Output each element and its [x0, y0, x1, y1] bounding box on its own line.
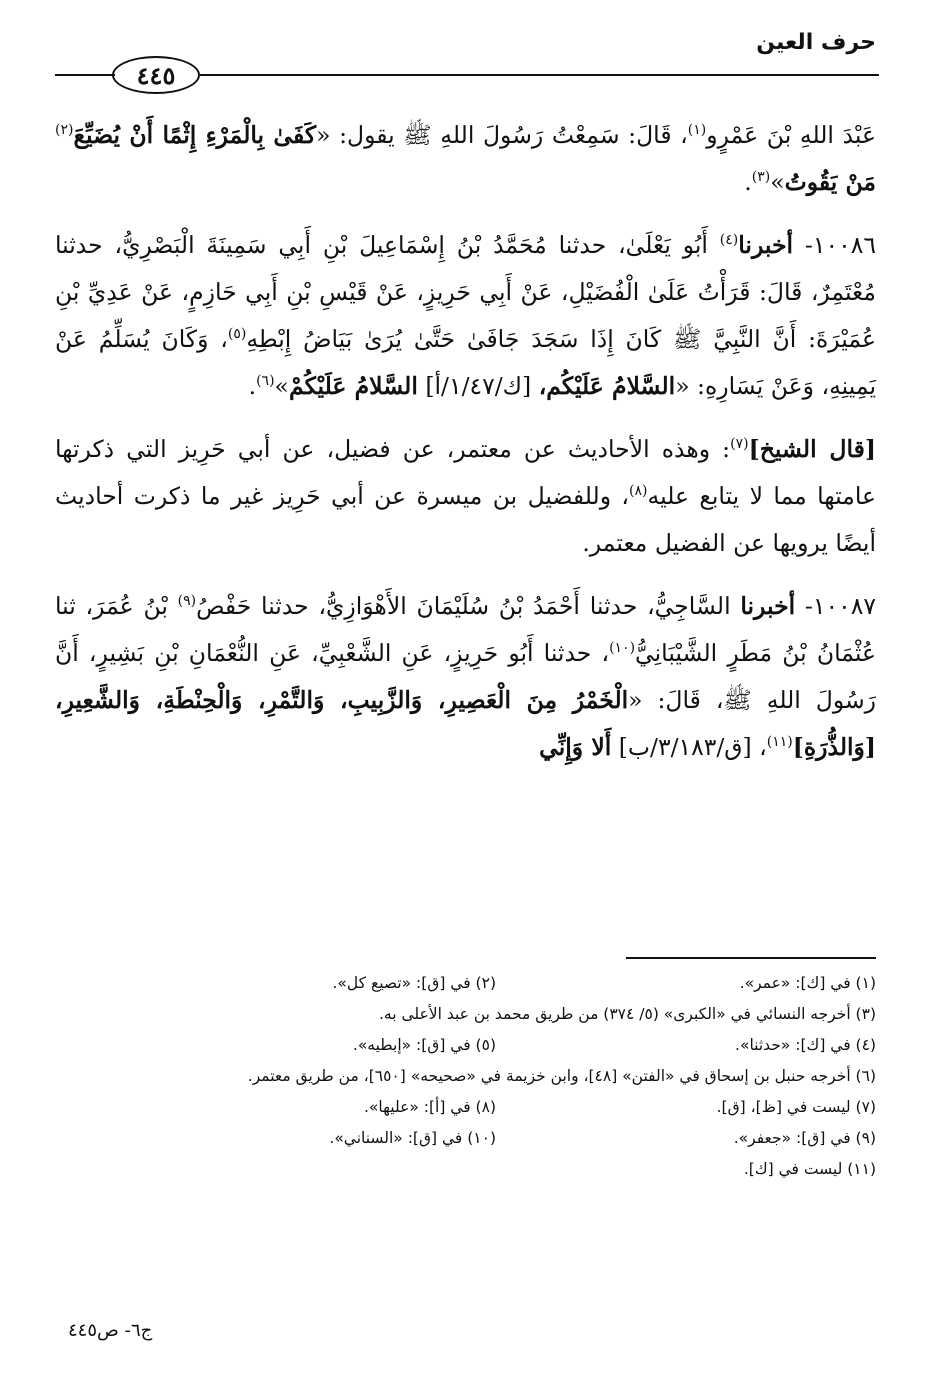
- footnote-6: (٦) أخرجه حنبل بن إسحاق في «الفتن» [٤٨]، وابن خزيمة في «صحيحه» [٦٥٠]، من طريق معتمر.: [247, 1067, 876, 1085]
- footnote-ref[interactable]: (١): [687, 122, 707, 139]
- text-run: السَّاجِيُّ، حدثنا أَحْمَدُ بْنُ سُلَيْمَانَ الأَهْوَازِيُّ، حدثنا حَفْصُ: [196, 592, 741, 620]
- text-run: أَبُو يَعْلَىٰ، حدثنا مُحَمَّدُ بْنُ إِسْمَاعِيلَ بْنِ أَبِي سَمِينَةَ الْبَصْرِيُّ، حدثنا مُعْتَمِرٌ، قَالَ: قَرَأْتُ عَلَىٰ الْفُضَيْلِ، عَنْ أَبِي حَرِيزٍ، عَنْ قَيْسِ بْنِ أَبِي حَازِمٍ، عَنْ عَدِيِّ بْنِ عُمَيْرَةَ: أَنَّ النَّبِيَّ ﷺ كَانَ إِذَا سَجَدَ جَافَىٰ حَتَّىٰ يُرَىٰ بَيَاضُ إِبْطِهِ: [55, 231, 876, 353]
- footnote-11: (١١) ليست في [ك].: [743, 1160, 876, 1178]
- hadith-text: أَلا وَإِنِّي: [539, 733, 612, 761]
- hadith-text: مَنْ يَقُوتُ: [784, 168, 876, 196]
- footnote-ref[interactable]: (٨): [629, 483, 648, 500]
- keyword-akhbarana: أخبرنا: [738, 231, 794, 259]
- manuscript-ref: [ك/١/٤٧/أ]: [417, 372, 539, 400]
- footnote-ref[interactable]: (٤): [719, 232, 739, 249]
- footnote-ref[interactable]: (٧): [730, 436, 749, 453]
- paragraph-3: [55, 426, 876, 567]
- text-run: »: [770, 168, 785, 196]
- footnotes: [55, 968, 876, 1185]
- footnote-ref[interactable]: (٩): [177, 593, 197, 610]
- text-run: »: [274, 372, 289, 400]
- footnote-ref[interactable]: (٣): [751, 169, 771, 186]
- footnote-ref[interactable]: (٥): [227, 326, 247, 343]
- text-run: : وهذه الأحاديث عن معتمر، عن فضيل، عن أبي حَرِيز التي ذكرتها عامتها مما لا يتابع عليه: [55, 435, 876, 510]
- hadith-number: ١٠٠٨٦-: [793, 231, 876, 259]
- header-rule-right: [200, 74, 879, 76]
- text-run: .: [248, 372, 257, 400]
- footnote-4: (٤) في [ك]: «حدثنا».: [735, 1036, 876, 1054]
- keyword-akhbarana: أخبرنا: [740, 592, 796, 620]
- footnote-8: (٨) في [أ]: «عليها».: [364, 1098, 496, 1116]
- footnote-ref[interactable]: (٦): [256, 373, 275, 390]
- running-head-title: حرف العين: [756, 30, 876, 55]
- footnote-separator: [626, 957, 876, 959]
- page-number: ٤٤٥: [112, 56, 200, 94]
- text-run: ، وللفضيل بن ميسرة عن أبي حَرِيز غير ما ذكرت أحاديث أيضًا يرويها عن الفضيل معتمر.: [55, 482, 876, 557]
- paragraph-4: [55, 583, 876, 771]
- speaker-label: [قال الشيخ]: [748, 435, 876, 463]
- footnote-3: (٣) أخرجه النسائي في «الكبرى» (٥/ ٣٧٤) من طريق محمد بن عبد الأعلى به.: [379, 1005, 876, 1023]
- footnote-row: [55, 1123, 876, 1154]
- hadith-number: ١٠٠٨٧-: [795, 592, 876, 620]
- volume-page-reference: ج٦- ص٤٤٥: [68, 1320, 153, 1341]
- footnote-9: (٩) في [ق]: «جعفر».: [733, 1129, 876, 1147]
- header-rule-left: [55, 74, 115, 76]
- footnote-7: (٧) ليست في [ظ]، [ق].: [716, 1098, 876, 1116]
- manuscript-ref: ، [ق/٣/١٨٣/ب]: [611, 733, 767, 761]
- hadith-text: الْخَمْرُ مِنَ الْعَصِيرِ، وَالزَّبِيبِ، وَالتَّمْرِ، وَالْحِنْطَةِ، وَالشَّعِيرِ، [وَالذُّرَةِ]: [55, 686, 876, 761]
- footnote-ref[interactable]: (١١): [766, 734, 793, 751]
- text-run: عَبْدَ اللهِ بْنَ عَمْرٍو: [706, 121, 876, 149]
- text-run: ، حدثنا أَبُو حَرِيزٍ، عَنِ الشَّعْبِيِّ، عَنِ النُّعْمَانِ بْنِ بَشِيرٍ، أَنَّ رَسُولَ اللهِ ﷺ، قَالَ: «: [55, 639, 877, 714]
- footnote-1: (١) في [ك]: «عمر».: [739, 974, 876, 992]
- main-text: [55, 112, 876, 787]
- text-run: ، قَالَ: سَمِعْتُ رَسُولَ اللهِ ﷺ يقول: «: [316, 121, 688, 149]
- footnote-10: (١٠) في [ق]: «السناني».: [329, 1129, 496, 1147]
- footnote-ref[interactable]: (١٠): [609, 640, 636, 657]
- footnote-5: (٥) في [ق]: «إبطيه».: [352, 1036, 496, 1054]
- text-run: بْنُ عُمَرَ، ثنا عُثْمَانُ بْنُ مَطَرٍ الشَّيْبَانِيُّ: [55, 592, 876, 667]
- footnote-ref[interactable]: (٢): [55, 122, 74, 139]
- hadith-text: السَّلامُ عَلَيْكُم،: [538, 372, 676, 400]
- hadith-text: كَفَىٰ بِالْمَرْءِ إِثْمًا أَنْ يُضَيِّعَ: [73, 121, 317, 149]
- footnote-row: [55, 968, 876, 999]
- text-run: ، وَكَانَ يُسَلِّمُ عَنْ يَمِينِهِ، وَعَنْ يَسَارِهِ: «: [55, 325, 876, 400]
- footnote-row: [55, 1030, 876, 1061]
- hadith-text: السَّلامُ عَلَيْكُمْ: [288, 372, 418, 400]
- paragraph-2: [55, 222, 876, 410]
- footnote-2: (٢) في [ق]: «تصيع كل».: [332, 974, 496, 992]
- footnote-row: [55, 1092, 876, 1123]
- text-run: .: [744, 168, 752, 196]
- paragraph-1: [55, 112, 876, 206]
